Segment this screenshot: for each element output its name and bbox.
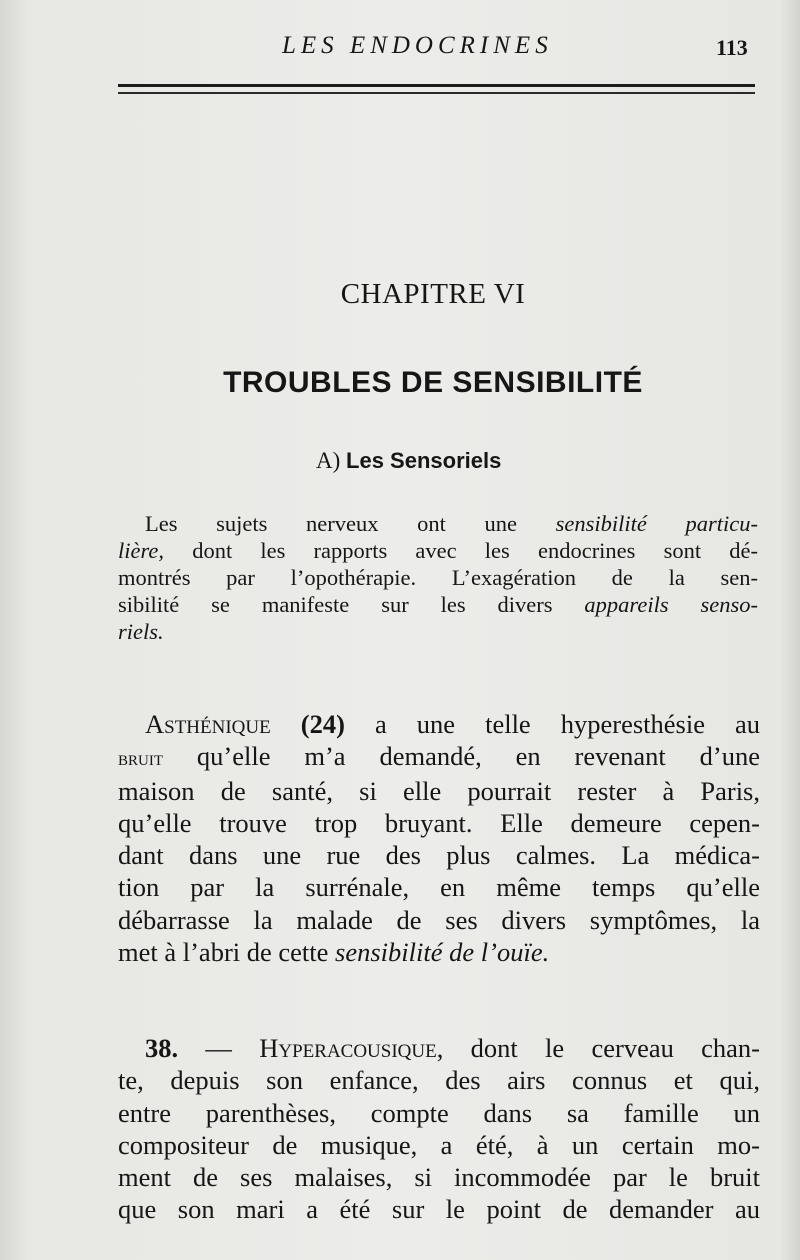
text-line [118,618,758,645]
case-number: 38. [145,1033,179,1063]
intro-paragraph [118,510,758,645]
small-caps-run: bruit [118,746,163,771]
italic-run: appareils senso- [584,592,758,617]
text-line: dant dans une rue des plus calmes. La médica- [118,840,760,871]
italic-run: lière, [118,538,165,563]
italic-run: sensibilité de l’ouïe. [335,937,550,968]
text-line [118,1032,760,1064]
text-line: compositeur de musique, a été, à un certain mo- [118,1129,760,1160]
italic-run: sensibilité particu- [555,511,758,536]
case-name: Asthénique [145,709,271,739]
case-number: (24) [300,709,345,739]
chapter-title: TROUBLES DE SENSIBILITÉ [223,366,643,399]
case-asthenique-paragraph [118,708,760,968]
text-line [118,510,758,537]
text-line [118,537,758,564]
text-line [118,740,760,774]
text-line: qu’elle trouve trop bruyant. Elle demeure cepen- [118,807,760,838]
text-line: te, depuis son enfance, des airs connus et qui, [118,1065,760,1096]
text-line: tion par la surrénale, en même temps qu’elle [118,872,760,903]
text-line: montrés par l’opothérapie. L’exagération de la sen- [118,565,758,590]
text-run: dont le cerveau chan- [443,1033,760,1063]
running-head-title: LES ENDOCRINES [282,32,553,59]
text-run: a une telle hyperesthésie au [344,709,761,739]
italic-run: riels. [118,619,164,644]
text-run: sibilité se manifeste sur les divers [118,592,585,617]
dash: — [178,1033,260,1063]
section-heading [316,448,501,474]
page-number: 113 [716,35,748,60]
text-line: entre parenthèses, compte dans sa famille un [118,1097,760,1128]
running-head [0,32,800,68]
text-line [118,936,760,968]
text-line [118,708,760,740]
text-run: met à l’abri de cette [118,937,336,968]
text-line: débarrasse la malade de ses divers symptômes, la [118,904,760,935]
header-rule-thin [118,92,755,94]
text-line: ment de ses malaises, si incommodée par le bruit [118,1162,760,1193]
case-38-paragraph [118,1032,760,1226]
text-run: qu’elle m’a demandé, en revenant d’une [163,741,760,772]
header-rule-thick [118,84,755,87]
text-line: maison de santé, si elle pourrait rester à Paris, [118,775,760,806]
text-run: dont les rapports avec les endocrines sont dé- [164,538,758,563]
text-run: Les sujets nerveux ont une [145,511,556,536]
text-line [118,591,758,618]
section-number: A) [316,448,341,473]
text-line: que son mari a été sur le point de demander au [118,1194,760,1225]
chapter-label: CHAPITRE VI [340,278,526,310]
section-name: Les Sensoriels [346,448,502,473]
case-name: Hyperacousique, [259,1033,444,1063]
